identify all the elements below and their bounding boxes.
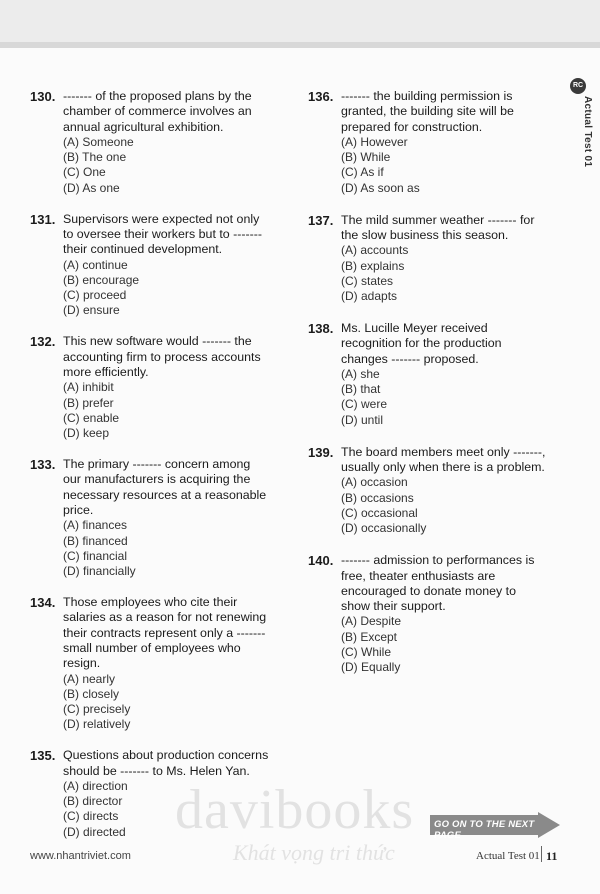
questions-right-column <box>308 89 548 692</box>
answer-options <box>63 258 270 319</box>
answer-option: (D) Equally <box>341 660 401 675</box>
side-tab-label: Actual Test 01 <box>582 96 593 168</box>
question-item <box>30 334 270 441</box>
question-item <box>308 213 548 304</box>
answer-option: (D) As soon as <box>341 180 420 195</box>
next-page-arrow <box>430 812 560 841</box>
question-item <box>30 212 270 319</box>
answer-option: (C) states <box>341 273 394 288</box>
answer-option: (C) were <box>341 397 388 412</box>
question-head <box>30 334 270 380</box>
answer-option: (A) Someone <box>63 134 134 149</box>
answer-option: (D) ensure <box>63 303 120 318</box>
answer-option: (A) finances <box>63 518 128 533</box>
answer-option: (B) While <box>341 150 391 165</box>
question-head <box>308 213 548 244</box>
answer-options <box>63 135 270 196</box>
answer-option: (C) financial <box>63 548 128 563</box>
question-number: 137. <box>308 212 334 228</box>
answer-option: (A) nearly <box>63 671 116 686</box>
question-number: 132. <box>30 334 56 350</box>
question-number: 134. <box>30 595 56 611</box>
answer-option: (B) Except <box>341 629 398 644</box>
answer-options <box>63 518 270 579</box>
question-head <box>308 321 548 367</box>
answer-option: (A) accounts <box>341 243 409 258</box>
question-item <box>308 89 548 196</box>
answer-option: (B) closely <box>63 686 120 701</box>
answer-option: (D) until <box>341 412 384 427</box>
answer-option: (C) As if <box>341 165 384 180</box>
question-stem: ------- of the proposed plans by the chamber of commerce involves an annual agricultural exhibition. <box>63 89 252 134</box>
answer-option: (B) prefer <box>63 395 114 410</box>
question-stem: Ms. Lucille Meyer received recognition for the production changes ------- proposed. <box>341 321 502 366</box>
question-head <box>30 748 270 779</box>
answer-option: (A) inhibit <box>63 380 114 395</box>
footer-url: www.nhantriviet.com <box>30 850 131 862</box>
question-item <box>30 595 270 732</box>
question-head <box>30 212 270 258</box>
question-item <box>308 321 548 428</box>
answer-options <box>341 614 548 675</box>
question-head <box>30 595 270 671</box>
question-head <box>308 553 548 614</box>
watermark-logo-text: davibooks <box>175 779 415 841</box>
question-number: 131. <box>30 211 56 227</box>
answer-option: (B) explains <box>341 258 405 273</box>
top-header-rule <box>0 42 600 48</box>
answer-option: (B) encourage <box>63 272 140 287</box>
question-stem: The board members meet only -------, usually only when there is a problem. <box>341 444 546 475</box>
answer-option: (C) proceed <box>63 288 127 302</box>
question-stem: Questions about production concerns should be ------- to Ms. Helen Yan. <box>63 748 269 778</box>
answer-option: (C) One <box>63 165 106 180</box>
answer-option: (B) director <box>63 794 123 809</box>
question-item <box>308 553 548 675</box>
question-number: 140. <box>308 553 334 569</box>
questions-left-column <box>30 89 270 856</box>
answer-options <box>341 367 548 428</box>
next-page-label: GO ON TO THE NEXT PAGE <box>434 819 535 841</box>
answer-options <box>341 475 548 536</box>
answer-option: (C) enable <box>63 410 120 425</box>
question-stem: ------- admission to performances is free, theater enthusiasts are encouraged to donate money to show their support. <box>341 553 535 614</box>
question-item <box>30 89 270 196</box>
watermark-tagline: Khát vọng tri thức <box>233 840 395 865</box>
answer-option: (D) directed <box>63 824 126 839</box>
footer-test-title: Actual Test 01 <box>476 850 540 862</box>
answer-options <box>341 243 548 304</box>
question-head <box>30 457 270 518</box>
answer-option: (B) that <box>341 382 381 397</box>
question-head <box>30 89 270 135</box>
answer-options <box>63 380 270 441</box>
answer-option: (A) However <box>341 134 408 149</box>
question-number: 139. <box>308 444 334 460</box>
question-stem: Those employees who cite their salaries as a reason for not renewing their contracts represent only a ------- small number of employees who resign. <box>63 595 267 671</box>
question-head <box>308 89 548 135</box>
answer-option: (D) As one <box>63 180 120 195</box>
answer-option: (A) she <box>341 367 380 381</box>
answer-option: (C) precisely <box>63 702 131 716</box>
question-stem: This new software would ------- the accounting firm to process accounts more efficiently. <box>63 334 261 379</box>
section-side-tab <box>570 78 600 170</box>
question-number: 133. <box>30 457 56 473</box>
answer-option: (A) Despite <box>341 614 402 629</box>
page-number: 11 <box>546 849 558 863</box>
answer-option: (C) occasional <box>341 505 418 520</box>
answer-option: (A) continue <box>63 257 128 272</box>
answer-option: (B) occasions <box>341 490 414 505</box>
question-stem: The mild summer weather ------- for the slow business this season. <box>341 212 535 242</box>
answer-option: (B) The one <box>63 150 127 165</box>
answer-option: (A) occasion <box>341 475 408 490</box>
answer-option: (D) adapts <box>341 288 398 303</box>
question-number: 130. <box>30 89 56 104</box>
answer-options <box>63 672 270 733</box>
answer-option: (D) relatively <box>63 717 131 732</box>
answer-option: (B) financed <box>63 533 128 548</box>
question-stem: ------- the building permission is granted, the building site will be prepared for construction. <box>341 89 514 134</box>
answer-options <box>341 135 548 196</box>
question-number: 136. <box>308 89 334 104</box>
question-item <box>30 457 270 579</box>
top-header-band <box>0 0 600 42</box>
question-head <box>308 445 548 476</box>
answer-option: (D) keep <box>63 425 110 440</box>
answer-option: (A) direction <box>63 779 128 793</box>
question-stem: Supervisors were expected not only to oversee their workers but to ------- their continued development. <box>63 211 262 257</box>
question-stem: The primary ------- concern among our manufacturers is acquiring the necessary resources at a reasonable price. <box>63 457 267 517</box>
answer-option: (C) While <box>341 644 391 659</box>
question-number: 135. <box>30 748 56 764</box>
answer-option: (D) financially <box>63 563 136 578</box>
footer-divider <box>541 846 542 862</box>
answer-option: (C) directs <box>63 809 119 824</box>
question-item <box>308 445 548 536</box>
question-number: 138. <box>308 321 334 337</box>
rc-badge: RC <box>570 78 586 94</box>
answer-option: (D) occasionally <box>341 521 427 536</box>
